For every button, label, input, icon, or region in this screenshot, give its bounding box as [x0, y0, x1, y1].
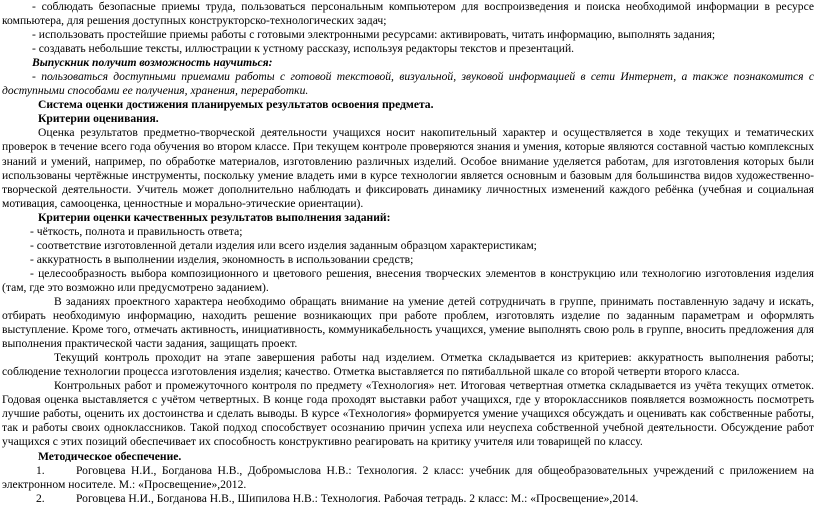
reference-number: 1. [36, 463, 45, 477]
current-control-text: Текущий контроль проходит на этапе завершения работы над изделием. Отметка складывается из критериев: аккуратность выполнения работы; соблюдение технологии процесса изготовления изделия; качество. Отметка выставляется по пятибалльной шкале со второй четверти второго класса. [2, 351, 814, 379]
annual-text: Контрольных работ и промежуточного контроля по предмету «Технология» нет. Итоговая четвертная отметка складывается из учёта текущих отметок. Годовая оценка выставляется с учётом четвертных. В конце года проходят выставки работ учащихся, где у второклассников появляется возможность посмотреть лучшие работы, оценить их достоинства и сделать выводы. В курсе «Технология» формируется умение учащихся обсуждать и оценивать как собственные работы, так и работы своих одноклассников. Такой подход способствует осознанию причин успеха или неуспеха собственной учебной деятельности. Обсуждение работ учащихся с этих позиций обеспечивает их способность конструктивно реагировать на критику учителя или товарищей по классу. [2, 379, 814, 449]
criteria-heading: Критерии оценивания. [38, 112, 159, 126]
reference-text: Роговцева Н.И., Богданова Н.В., Добромыслова Н.В.: Технология. 2 класс: учебник для общеобразовательных учреждений с приложением на электронном носителе. М.: «Просвещение»,2012. [2, 463, 814, 491]
reference-number: 2. [36, 491, 45, 505]
quality-item-3: - аккуратность в выполнении изделия, экономность в использовании средств; [30, 252, 414, 266]
quality-item-1: - чёткость, полнота и правильность ответа; [30, 224, 243, 238]
quality-item-2: - соответствие изготовленной детали изделия или всего изделия заданным образцом характеристикам; [30, 238, 537, 252]
quality-heading: Критерии оценки качественных результатов выполнения заданий: [38, 210, 391, 224]
opportunity-heading: Выпускник получит возможность научиться: [32, 56, 273, 70]
intro-item-1: - соблюдать безопасные приемы труда, пользоваться персональным компьютером для воспроизведения и поиска необходимой информации в ресурсе компьютера, для решения доступных конструкторско-технологических задач; [2, 0, 814, 28]
reference-item-1 [2, 464, 814, 492]
quality-item-4: - целесообразность выбора композиционного и цветового решения, внесения творческих элементов в конструкцию или технологию изготовления изделия (там, где это возможно или предусмотрено заданием). [2, 266, 814, 294]
reference-text: Роговцева Н.И., Богданова Н.В., Шипилова Н.В.: Технология. Рабочая тетрадь. 2 класс: М.: «Просвещение»,2014. [76, 491, 639, 505]
system-heading: Система оценки достижения планируемых результатов освоения предмета. [38, 98, 434, 112]
criteria-text: Оценка результатов предметно-творческой деятельности учащихся носит накопительный характер и осуществляется в ходе текущих и тематических проверок в течение всего года обучения во втором классе. При текущем контроле проверяются знания и умения, которые являются составной частью комплексных знаний и умений, например, по обработке материалов, изготовлению различных изделий. Особое внимание уделяется работам, для изготовления которых были использованы чертёжные инструменты, поскольку умение владеть ими в курсе технологии является основным и базовым для большинства видов художественно-творческой деятельности. Учитель может дополнительно наблюдать и фиксировать динамику личностных изменений каждого ребёнка (учебная и социальная мотивация, самооценка, ценностные и морально-этические ориентации). [2, 126, 814, 210]
intro-item-2: - использовать простейшие приемы работы с готовыми электронными ресурсами: активировать, читать информацию, выполнять задания; [32, 28, 716, 42]
opportunity-text: - пользоваться доступными приемами работы с готовой текстовой, визуальной, звуковой информацией в сети Интернет, а также познакомится с доступными способами ее получения, хранения, переработки. [2, 70, 814, 98]
intro-item-3: - создавать небольшие тексты, иллюстрации к устному рассказу, используя редакторы текстов и презентаций. [32, 42, 575, 56]
reference-item-2 [2, 492, 814, 506]
methodical-heading: Методическое обеспечение. [38, 449, 182, 463]
project-text: В заданиях проектного характера необходимо обращать внимание на умение детей сотрудничать в группе, принимать поставленную задачу и искать, отбирать необходимую информацию, находить решение возникающих при работе проблем, изготовлять изделие по заданным параметрам и оформлять выступление. Кроме того, отмечать активность, инициативность, коммуникабельность учащихся, умение выполнять свою роль в группе, вносить предложения для выполнения практической части задания, защищать проект. [2, 294, 814, 351]
